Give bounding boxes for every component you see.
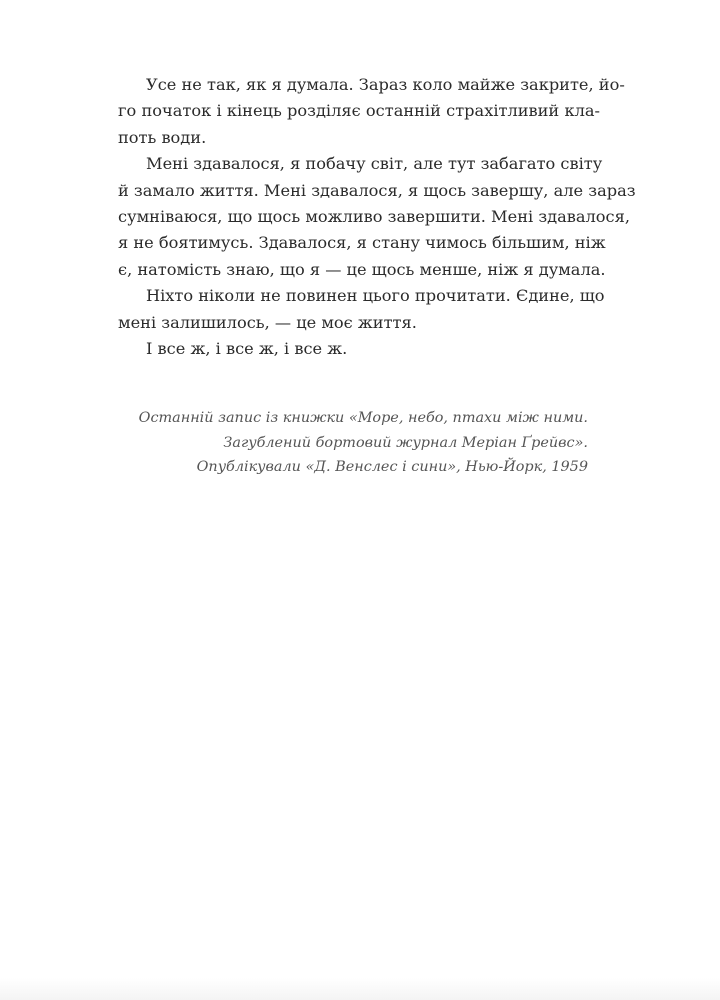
paragraph-1 — [118, 72, 625, 151]
paragraph-3 — [118, 283, 605, 336]
text-line: Усе не так, як я думала. Зараз коло майже закрите, йо- — [146, 75, 625, 94]
text-line: мені залишилось, — це моє життя. — [118, 312, 417, 332]
text-line: сумніваюся, що щось можливо завершити. Мені здавалося, — [118, 207, 630, 227]
citation-line: Останній запис із книжки «Море, небо, птахи між ними. — [138, 410, 588, 426]
text-line: Мені здавалося, я побачу світ, але тут забагато світу — [146, 154, 603, 174]
page-bottom-shadow — [0, 978, 720, 1000]
text-line: І все ж, і все ж, і все ж. — [146, 339, 348, 359]
text-line: Ніхто ніколи не повинен цього прочитати. Єдине, що — [146, 286, 605, 306]
paragraph-4 — [118, 336, 600, 362]
main-text — [118, 72, 636, 362]
text-line: поть води. — [118, 127, 207, 147]
citation-line: Загублений бортовий журнал Меріан Ґрейвс». — [223, 434, 588, 451]
citation — [118, 406, 588, 480]
text-line: го початок і кінець розділяє останній страхітливий кла- — [118, 101, 600, 121]
text-line: є, натомість знаю, що я — це щось менше, ніж я думала. — [118, 259, 606, 279]
citation-line: Опублікували «Д. Венслес і сини», Нью-Йорк, 1959 — [196, 459, 588, 476]
paragraph-2 — [118, 151, 636, 283]
text-line: я не боятимусь. Здавалося, я стану чимось більшим, ніж — [118, 233, 606, 253]
text-line: й замало життя. Мені здавалося, я щось завершу, але зараз — [118, 180, 636, 200]
